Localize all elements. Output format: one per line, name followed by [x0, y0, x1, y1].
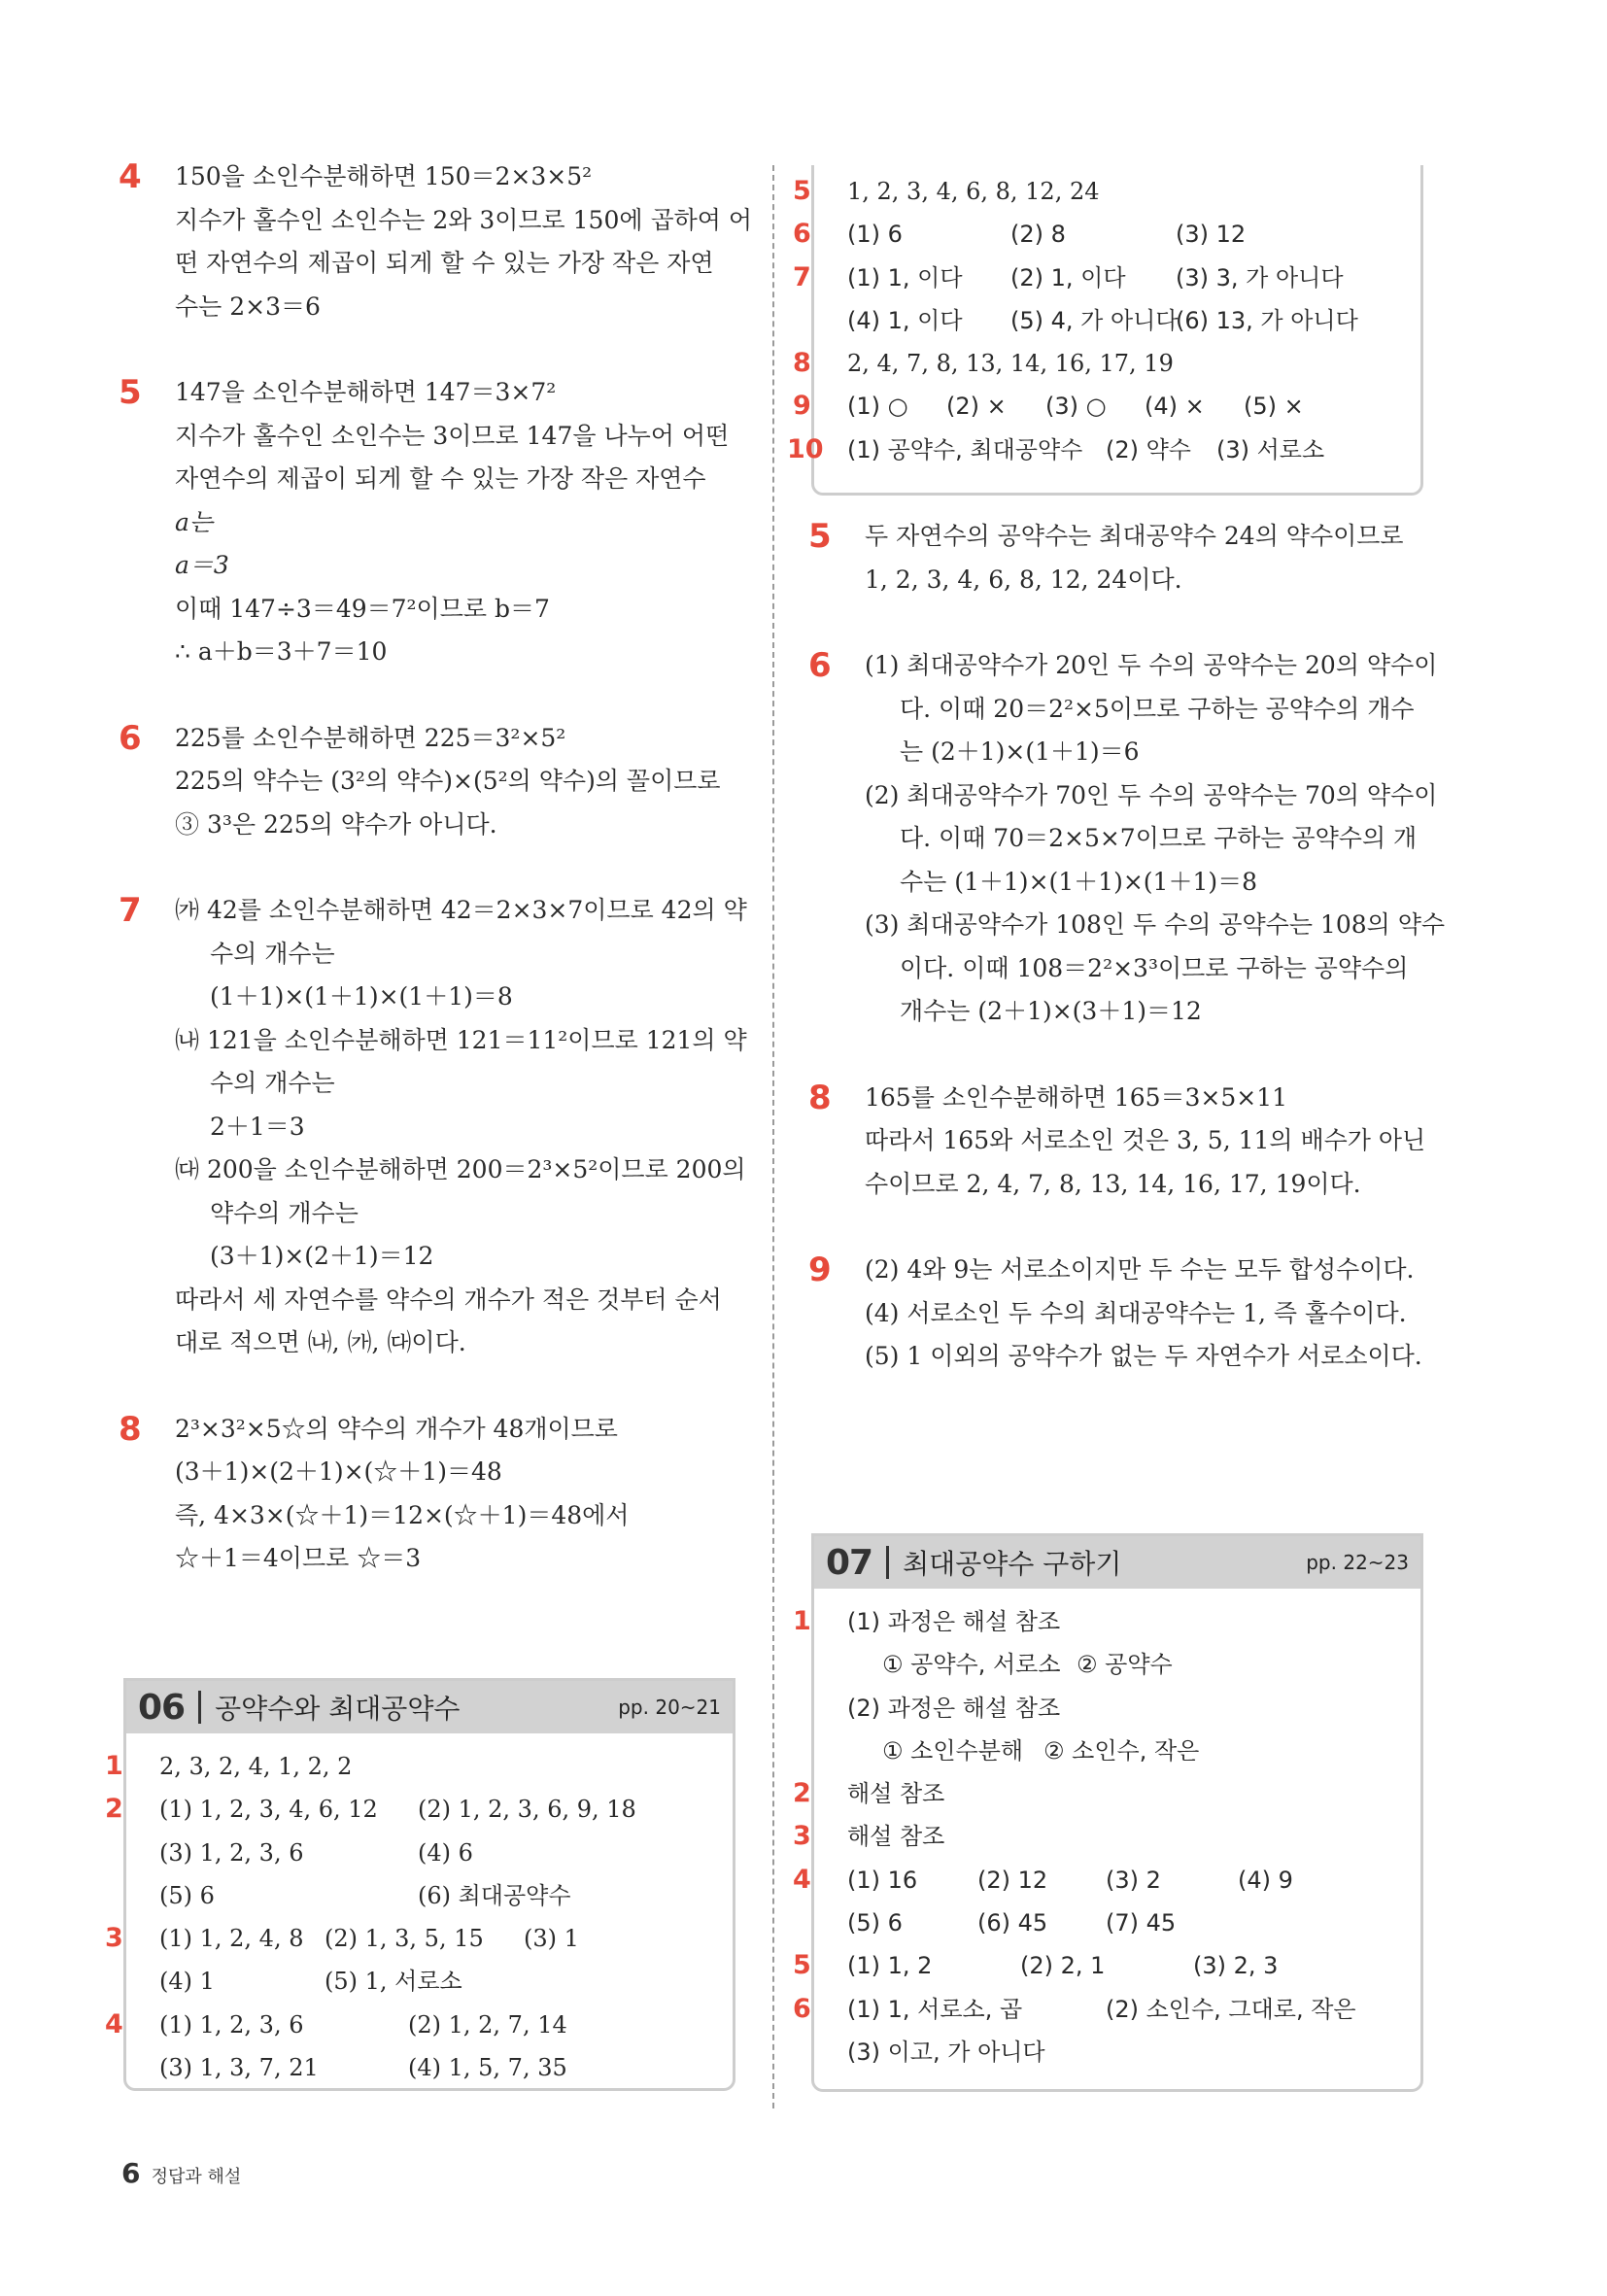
- right-column: [806, 515, 1446, 1379]
- answer-cell: (4) 6: [418, 1838, 473, 1867]
- solution-line: 1, 2, 3, 4, 6, 8, 12, 24이다.: [865, 565, 1182, 594]
- solution-item: [806, 1249, 1428, 1379]
- header-divider: [198, 1691, 201, 1724]
- answer-row: [766, 1730, 1420, 1772]
- answer-row: [766, 257, 1420, 299]
- answer-cell: (1) 1, 이다: [847, 263, 963, 291]
- answer-cell: 2, 3, 2, 4, 1, 2, 2: [159, 1753, 353, 1780]
- answer-cell: (1) 1, 2: [847, 1952, 933, 1980]
- answer-cell: (2) 12: [977, 1866, 1048, 1894]
- answer-cell: (5) 1, 서로소: [325, 1968, 462, 1996]
- answer-row: [78, 1832, 733, 1874]
- answer-number: 4: [793, 1864, 811, 1895]
- answer-cell: (4) 9: [1238, 1866, 1293, 1894]
- answer-row: [766, 1988, 1420, 2031]
- answer-cell: ② 소인수, 작은: [1043, 1736, 1200, 1765]
- answer-row: [766, 1944, 1420, 1987]
- answer-list: [766, 1589, 1420, 2073]
- answer-cell: (4) 1, 이다: [847, 306, 963, 334]
- answer-row: [78, 1917, 733, 1960]
- answer-list: [766, 165, 1420, 471]
- answer-cell: ② 공약수: [1077, 1651, 1173, 1679]
- problem-number: 5: [119, 373, 142, 412]
- answer-row: [78, 1960, 733, 2003]
- answer-cell: (6) 최대공약수: [418, 1881, 571, 1909]
- answer-number: 3: [793, 1821, 811, 1852]
- answer-cell: 해설 참조: [847, 1780, 945, 1808]
- answer-cell: (5) 6: [159, 1881, 215, 1909]
- solution-line: 수는 (1＋1)×(1＋1)×(1＋1)＝8: [900, 867, 1258, 896]
- answer-box-07: [793, 1533, 1423, 2092]
- solution-line: 따라서 165와 서로소인 것은 3, 5, 11의 배수가 아닌: [865, 1126, 1426, 1154]
- answer-row: [766, 1902, 1420, 1944]
- solution-item: [806, 644, 1446, 1034]
- section-title: 최대공약수 구하기: [903, 1548, 1122, 1580]
- answer-cell: (5) 4, 가 아니다: [1010, 306, 1179, 334]
- solution-line: 즉, 4×3×(☆＋1)＝12×(☆＋1)＝48에서: [175, 1500, 630, 1529]
- page-range: pp. 22~23: [1306, 1551, 1409, 1574]
- answer-cell: ① 소인수분해: [882, 1736, 1024, 1765]
- answer-cell: (5) 6: [847, 1909, 903, 1937]
- answer-row: [78, 2004, 733, 2046]
- solution-line: 지수가 홀수인 소인수는 3이므로 147을 나누어 어떤: [175, 421, 730, 450]
- problem-number: 9: [808, 1251, 832, 1289]
- answer-number: 5: [793, 176, 811, 206]
- answer-cell: (2) 소인수, 그대로, 작은: [1106, 1995, 1356, 2023]
- answer-number: 6: [793, 1993, 811, 2024]
- answer-cell: ① 공약수, 서로소: [882, 1651, 1061, 1679]
- solution-line: ③ 3³은 225의 약수가 아니다.: [175, 809, 497, 839]
- answer-cell: (2) 1, 2, 3, 6, 9, 18: [418, 1796, 636, 1824]
- answer-number: 5: [793, 1950, 811, 1981]
- answer-cell: (1) 6: [847, 221, 903, 249]
- solution-line: ㈎ 42를 소인수분해하면 42＝2×3×7이므로 42의 약: [175, 896, 747, 924]
- answer-cell: (3) 1: [524, 1925, 579, 1953]
- solution-line: 이때 147÷3＝49＝7²이므로 b＝7: [175, 594, 550, 623]
- solution-line: ∴ a＋b＝3＋7＝10: [175, 637, 388, 666]
- answer-number: 1: [793, 1606, 811, 1636]
- answer-cell: (1) 공약수, 최대공약수: [847, 435, 1083, 463]
- answer-cell: (2) 2, 1: [1020, 1952, 1106, 1980]
- header-divider: [886, 1546, 889, 1579]
- answer-cell: (3) 3, 가 아니다: [1176, 263, 1344, 291]
- section-title: 공약수와 최대공약수: [215, 1693, 461, 1725]
- solution-line: 2³×3²×5☆의 약수의 개수가 48개이므로: [175, 1414, 618, 1443]
- solution-line: ☆＋1＝4이므로 ☆＝3: [175, 1544, 422, 1572]
- answer-cell: (6) 45: [977, 1909, 1048, 1937]
- footer-label: 정답과 해설: [151, 2167, 242, 2187]
- solution-line: (2) 4와 9는 서로소이지만 두 수는 모두 합성수이다.: [865, 1255, 1415, 1284]
- answer-row: [766, 213, 1420, 256]
- solution-item: [806, 1077, 1428, 1207]
- section-header: [126, 1681, 733, 1733]
- answer-row: [766, 1815, 1420, 1858]
- answer-cell: (3) ○: [1045, 393, 1107, 421]
- solution-line: 다. 이때 20＝2²×5이므로 구하는 공약수의 개수: [900, 694, 1415, 723]
- solution-item: [117, 717, 738, 847]
- solution-line: 두 자연수의 공약수는 최대공약수 24의 약수이므로: [865, 522, 1404, 550]
- solution-item: [806, 515, 1428, 601]
- solution-line: 는 (2＋1)×(1＋1)＝6: [900, 737, 1140, 766]
- answer-cell: (5) ×: [1244, 393, 1304, 421]
- answer-number: 7: [793, 261, 811, 292]
- solution-line: 147을 소인수분해하면 147＝3×7²: [175, 378, 557, 406]
- solution-line: ㈐ 200을 소인수분해하면 200＝2³×5²이므로 200의: [175, 1155, 746, 1183]
- problem-number: 7: [119, 891, 142, 930]
- answer-row: [78, 2046, 733, 2089]
- answer-cell: (1) 1, 2, 3, 6: [159, 2010, 304, 2039]
- solution-line: 개수는 (2＋1)×(3＋1)＝12: [900, 997, 1202, 1025]
- answer-cell: (3) 1, 3, 7, 21: [159, 2054, 319, 2082]
- answer-row: [766, 1600, 1420, 1643]
- answer-box-06: [105, 1678, 735, 2091]
- solution-line: 225의 약수는 (3²의 약수)×(5²의 약수)의 꼴이므로: [175, 767, 721, 795]
- solution-line: 자연수의 제곱이 되게 할 수 있는 가장 작은 자연수: [175, 464, 706, 493]
- answer-number: 6: [793, 219, 811, 250]
- solution-line: (3) 최대공약수가 108인 두 수의 공약수는 108의 약수: [865, 910, 1446, 939]
- answer-row: [766, 1687, 1420, 1730]
- answer-row: [766, 2031, 1420, 2073]
- answer-cell: (2) ×: [946, 393, 1007, 421]
- answer-cell: (4) 1: [159, 1968, 215, 1996]
- answer-list: [78, 1733, 733, 2089]
- answer-cell: (1) 16: [847, 1866, 918, 1894]
- solution-line: 약수의 개수는: [210, 1198, 359, 1227]
- answer-cell: 2, 4, 7, 8, 13, 14, 16, 17, 19: [847, 350, 1174, 378]
- solution-item: [117, 1408, 738, 1581]
- page-footer: [121, 2157, 241, 2189]
- solution-item: [117, 889, 747, 1365]
- problem-number: 5: [808, 517, 832, 556]
- problem-number: 8: [119, 1409, 142, 1449]
- answer-row: [766, 170, 1420, 213]
- answer-cell: (7) 45: [1106, 1909, 1177, 1937]
- answer-cell: (2) 1, 이다: [1010, 263, 1126, 291]
- solution-line: (1＋1)×(1＋1)×(1＋1)＝8: [210, 982, 513, 1011]
- section-number: 06: [138, 1687, 186, 1728]
- solution-line: 대로 적으면 ㈏, ㈎, ㈐이다.: [175, 1328, 466, 1356]
- answer-number: 10: [787, 433, 824, 464]
- solution-line: (1) 최대공약수가 20인 두 수의 공약수는 20의 약수이: [865, 651, 1438, 679]
- solution-line: 225를 소인수분해하면 225＝3²×5²: [175, 723, 566, 752]
- page-range: pp. 20~21: [618, 1696, 721, 1719]
- answer-cell: (3) 이고, 가 아니다: [847, 2038, 1045, 2066]
- answer-cell: (2) 1, 2, 7, 14: [408, 2010, 567, 2039]
- answer-number: 1: [105, 1751, 123, 1781]
- answer-row: [766, 1643, 1420, 1686]
- solution-line: (2) 최대공약수가 70인 두 수의 공약수는 70의 약수이: [865, 780, 1438, 809]
- answer-cell: (4) ×: [1145, 393, 1205, 421]
- section-header: [814, 1536, 1420, 1589]
- solution-line: (5) 1 이외의 공약수가 없는 두 자연수가 서로소이다.: [865, 1342, 1422, 1370]
- answer-cell: (2) 8: [1010, 221, 1066, 249]
- solution-line: 2＋1＝3: [210, 1112, 305, 1141]
- answer-row: [78, 1745, 733, 1788]
- answer-row: [78, 1874, 733, 1917]
- solution-item: [117, 155, 753, 328]
- problem-number: 6: [808, 646, 832, 685]
- page-number: 6: [121, 2157, 141, 2189]
- solution-line: 이다. 이때 108＝2²×3³이므로 구하는 공약수의: [900, 953, 1409, 982]
- problem-number: 6: [119, 718, 142, 758]
- answer-number: 2: [793, 1778, 811, 1809]
- answer-cell: (1) 과정은 해설 참조: [847, 1608, 1061, 1635]
- answer-cell: (1) 1, 서로소, 곱: [847, 1995, 1023, 2023]
- answer-row: [766, 1859, 1420, 1902]
- problem-number: 8: [808, 1078, 832, 1117]
- answer-cell: (2) 과정은 해설 참조: [847, 1694, 1061, 1722]
- answer-cell: (1) 1, 2, 4, 8: [159, 1925, 304, 1953]
- solution-line: 150을 소인수분해하면 150＝2×3×5²: [175, 162, 593, 190]
- solution-line: (4) 서로소인 두 수의 최대공약수는 1, 즉 홀수이다.: [865, 1298, 1407, 1327]
- answer-row: [766, 1772, 1420, 1815]
- solution-line: 따라서 세 자연수를 약수의 개수가 적은 것부터 순서: [175, 1285, 722, 1314]
- problem-number: 4: [119, 157, 142, 196]
- answer-row: [766, 299, 1420, 342]
- answer-cell: (1) 1, 2, 3, 4, 6, 12: [159, 1796, 378, 1824]
- answer-number: 9: [793, 391, 811, 422]
- solution-line: 떤 자연수의 제곱이 되게 할 수 있는 가장 작은 자연: [175, 249, 714, 277]
- solution-item: [117, 371, 738, 674]
- answer-cell: 해설 참조: [847, 1823, 945, 1851]
- answer-cell: (2) 1, 3, 5, 15: [325, 1925, 484, 1953]
- answer-row: [766, 385, 1420, 428]
- solution-line: 수의 개수는: [210, 1069, 335, 1097]
- answer-cell: (3) 12: [1176, 221, 1247, 249]
- answer-cell: (4) 1, 5, 7, 35: [408, 2054, 567, 2082]
- answer-row: [766, 428, 1420, 471]
- solution-line: 165를 소인수분해하면 165＝3×5×11: [865, 1082, 1288, 1112]
- solution-line: a는: [175, 507, 214, 536]
- solution-line: 수이므로 2, 4, 7, 8, 13, 14, 16, 17, 19이다.: [865, 1169, 1361, 1198]
- answer-box-continued: [787, 165, 1423, 496]
- answer-cell: (3) 서로소: [1216, 435, 1325, 463]
- solution-line: a＝3: [175, 551, 229, 579]
- answer-cell: (1) ○: [847, 393, 908, 421]
- answer-cell: 1, 2, 3, 4, 6, 8, 12, 24: [847, 178, 1100, 205]
- answer-cell: (6) 13, 가 아니다: [1176, 306, 1358, 334]
- answer-number: 2: [105, 1794, 123, 1825]
- answer-cell: (3) 2, 3: [1193, 1952, 1279, 1980]
- answer-cell: (3) 1, 2, 3, 6: [159, 1838, 304, 1867]
- solution-line: 지수가 홀수인 소인수는 2와 3이므로 150에 곱하여 어: [175, 205, 753, 234]
- answer-number: 8: [793, 348, 811, 379]
- solution-line: 수의 개수는: [210, 939, 335, 968]
- solution-line: ㈏ 121을 소인수분해하면 121＝11²이므로 121의 약: [175, 1025, 747, 1054]
- answer-row: [766, 342, 1420, 385]
- answer-cell: (2) 약수: [1106, 435, 1191, 463]
- left-column: [117, 155, 753, 1581]
- answer-row: [78, 1788, 733, 1831]
- solution-line: 수는 2×3＝6: [175, 291, 321, 321]
- solution-line: 다. 이때 70＝2×5×7이므로 구하는 공약수의 개: [900, 824, 1418, 852]
- solution-line: (3＋1)×(2＋1)×(☆＋1)＝48: [175, 1457, 502, 1486]
- section-number: 07: [826, 1542, 873, 1583]
- answer-cell: (3) 2: [1106, 1866, 1161, 1894]
- solution-line: (3＋1)×(2＋1)＝12: [210, 1242, 434, 1270]
- answer-number: 3: [105, 1923, 123, 1954]
- answer-number: 4: [105, 2008, 123, 2039]
